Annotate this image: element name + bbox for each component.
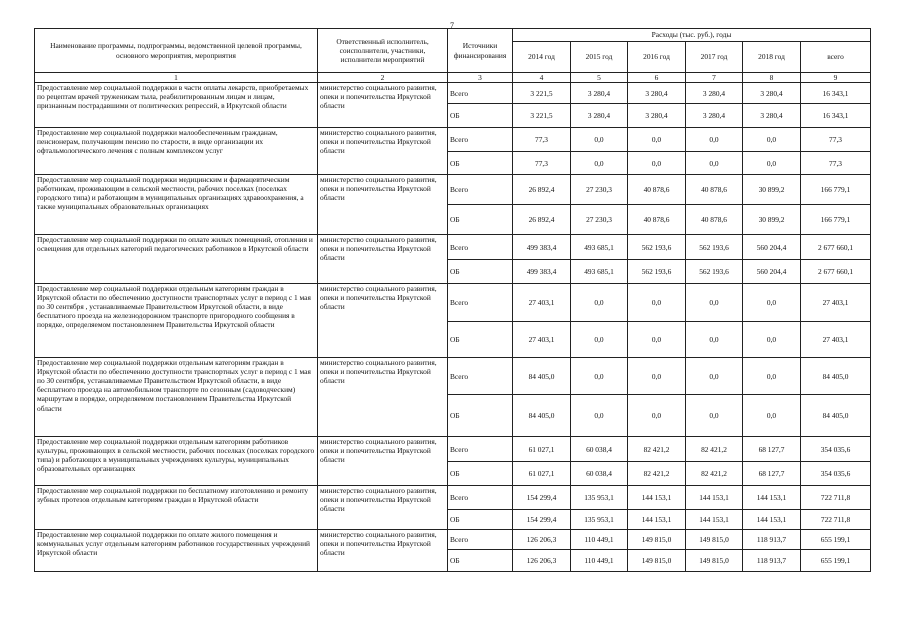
table-row: [35, 128, 871, 152]
header-year-cell: 2018 год: [743, 42, 801, 73]
value-cell: 0,0: [571, 358, 628, 395]
header-name-cell: Наименование программы, подпрограммы, ведомственной целевой программы, основного мероприятия, мероприятия: [35, 29, 318, 73]
total-cell: 166 779,1: [801, 205, 871, 235]
column-number: 6: [628, 73, 686, 83]
value-cell: 40 878,6: [686, 205, 743, 235]
funding-source-cell: Всего: [448, 530, 513, 550]
value-cell: 60 038,4: [571, 462, 628, 486]
value-cell: 77,3: [513, 128, 571, 152]
value-cell: 82 421,2: [628, 462, 686, 486]
measure-name-cell: Предоставление мер социальной поддержки малообеспеченным гражданам, пенсионерам, получающим пенсию по старости, в виде организации их офтальмологического лечения с полным комплексом услуг: [35, 128, 318, 175]
value-cell: 0,0: [571, 152, 628, 175]
value-cell: 0,0: [743, 128, 801, 152]
value-cell: 149 815,0: [686, 550, 743, 572]
responsible-cell: министерство социального развития, опеки и попечительства Иркутской области: [318, 175, 448, 235]
value-cell: 144 153,1: [628, 510, 686, 530]
value-cell: 0,0: [571, 322, 628, 358]
header-year-cell: 2017 год: [686, 42, 743, 73]
column-number: 1: [35, 73, 318, 83]
total-cell: 77,3: [801, 128, 871, 152]
responsible-cell: министерство социального развития, опеки и попечительства Иркутской области: [318, 358, 448, 437]
total-cell: 16 343,1: [801, 104, 871, 128]
value-cell: 40 878,6: [686, 175, 743, 205]
value-cell: 0,0: [628, 322, 686, 358]
value-cell: 82 421,2: [686, 462, 743, 486]
funding-source-cell: Всего: [448, 235, 513, 260]
value-cell: 68 127,7: [743, 462, 801, 486]
measure-name-cell: Предоставление мер социальной поддержки по оплате жилого помещения и коммунальных услуг отдельным категориям работников государственных учреждений Иркутской области: [35, 530, 318, 572]
measure-name-cell: Предоставление мер социальной поддержки отдельным категориям граждан в Иркутской области по обеспечению доступности транспортных услуг в период с 1 мая по 30 сентября, устанавливаемые Правительством Иркутской области, в виде бесплатного проезда на автомобильном транспорте по сезонным (садоводческим) маршрутам в порядке, определяемом постановлением Правительства Иркутской области: [35, 358, 318, 437]
value-cell: 3 280,4: [628, 83, 686, 104]
value-cell: 0,0: [743, 395, 801, 437]
value-cell: 3 280,4: [743, 83, 801, 104]
value-cell: 0,0: [571, 395, 628, 437]
column-number: 3: [448, 73, 513, 83]
value-cell: 0,0: [686, 358, 743, 395]
total-cell: 722 711,8: [801, 486, 871, 510]
value-cell: 562 193,6: [628, 260, 686, 284]
value-cell: 0,0: [628, 152, 686, 175]
responsible-cell: министерство социального развития, опеки и попечительства Иркутской области: [318, 284, 448, 358]
value-cell: 0,0: [628, 284, 686, 322]
value-cell: 3 221,5: [513, 104, 571, 128]
responsible-cell: министерство социального развития, опеки и попечительства Иркутской области: [318, 486, 448, 530]
value-cell: 562 193,6: [686, 260, 743, 284]
value-cell: 562 193,6: [686, 235, 743, 260]
header-total-cell: всего: [801, 42, 871, 73]
funding-source-cell: ОБ: [448, 395, 513, 437]
value-cell: 0,0: [628, 395, 686, 437]
column-number: 7: [686, 73, 743, 83]
value-cell: 0,0: [628, 358, 686, 395]
value-cell: 30 899,2: [743, 175, 801, 205]
value-cell: 60 038,4: [571, 437, 628, 462]
total-cell: 84 405,0: [801, 395, 871, 437]
funding-source-cell: ОБ: [448, 152, 513, 175]
funding-source-cell: Всего: [448, 358, 513, 395]
responsible-cell: министерство социального развития, опеки и попечительства Иркутской области: [318, 235, 448, 284]
header-sources-cell: Источники финансирования: [448, 29, 513, 73]
value-cell: 144 153,1: [686, 486, 743, 510]
value-cell: 0,0: [686, 152, 743, 175]
table-row: [35, 284, 871, 322]
total-cell: 655 199,1: [801, 530, 871, 550]
value-cell: 27 403,1: [513, 322, 571, 358]
value-cell: 560 204,4: [743, 235, 801, 260]
value-cell: 144 153,1: [743, 510, 801, 530]
value-cell: 149 815,0: [686, 530, 743, 550]
funding-source-cell: ОБ: [448, 104, 513, 128]
value-cell: 0,0: [743, 152, 801, 175]
table-row: [35, 83, 871, 104]
value-cell: 61 027,1: [513, 437, 571, 462]
total-cell: 722 711,8: [801, 510, 871, 530]
funding-source-cell: ОБ: [448, 205, 513, 235]
funding-source-cell: Всего: [448, 437, 513, 462]
column-number: 2: [318, 73, 448, 83]
value-cell: 0,0: [686, 322, 743, 358]
column-number: 5: [571, 73, 628, 83]
value-cell: 135 953,1: [571, 510, 628, 530]
value-cell: 154 299,4: [513, 510, 571, 530]
value-cell: 0,0: [686, 395, 743, 437]
funding-source-cell: ОБ: [448, 550, 513, 572]
total-cell: 655 199,1: [801, 550, 871, 572]
value-cell: 40 878,6: [628, 175, 686, 205]
value-cell: 3 221,5: [513, 83, 571, 104]
value-cell: 0,0: [686, 128, 743, 152]
value-cell: 30 899,2: [743, 205, 801, 235]
value-cell: 499 383,4: [513, 235, 571, 260]
header-responsible-cell: Ответственный исполнитель, соисполнители, участники, исполнители мероприятий: [318, 29, 448, 73]
total-cell: 2 677 660,1: [801, 260, 871, 284]
funding-source-cell: ОБ: [448, 260, 513, 284]
header-year-cell: 2016 год: [628, 42, 686, 73]
measure-name-cell: Предоставление мер социальной поддержки медицинским и фармацевтическим работникам, проживающим в сельской местности, рабочих поселках (поселках городского типа) и работающим в муниципальных организациях здравоохранения, а также муниципальных образовательных организациях: [35, 175, 318, 235]
value-cell: 26 892,4: [513, 205, 571, 235]
value-cell: 0,0: [743, 358, 801, 395]
table-body: [35, 83, 871, 572]
funding-source-cell: Всего: [448, 486, 513, 510]
total-cell: 84 405,0: [801, 358, 871, 395]
measure-name-cell: Предоставление мер социальной поддержки отдельным категориям работников культуры, проживающих в сельской местности, рабочих поселках (поселках городского типа) и работающих в муниципальных учреждениях культуры, муниципальных образовательных организациях: [35, 437, 318, 486]
value-cell: 144 153,1: [743, 486, 801, 510]
column-number: 8: [743, 73, 801, 83]
value-cell: 61 027,1: [513, 462, 571, 486]
total-cell: 354 035,6: [801, 437, 871, 462]
value-cell: 110 449,1: [571, 530, 628, 550]
table-row: [35, 235, 871, 260]
column-number: 4: [513, 73, 571, 83]
value-cell: 77,3: [513, 152, 571, 175]
measure-name-cell: Предоставление мер социальной поддержки по оплате жилых помещений, отопления и освещения для отдельных категорий педагогических работников в Иркутской области: [35, 235, 318, 284]
total-cell: 27 403,1: [801, 322, 871, 358]
value-cell: 68 127,7: [743, 437, 801, 462]
value-cell: 0,0: [571, 128, 628, 152]
value-cell: 3 280,4: [628, 104, 686, 128]
total-cell: 354 035,6: [801, 462, 871, 486]
table-row: [35, 175, 871, 205]
table-header: [35, 29, 871, 83]
value-cell: 27 230,3: [571, 175, 628, 205]
value-cell: 0,0: [628, 128, 686, 152]
header-year-cell: 2014 год: [513, 42, 571, 73]
value-cell: 144 153,1: [628, 486, 686, 510]
total-cell: 2 677 660,1: [801, 235, 871, 260]
value-cell: 560 204,4: [743, 260, 801, 284]
value-cell: 135 953,1: [571, 486, 628, 510]
value-cell: 27 230,3: [571, 205, 628, 235]
header-year-cell: 2015 год: [571, 42, 628, 73]
value-cell: 26 892,4: [513, 175, 571, 205]
funding-source-cell: Всего: [448, 128, 513, 152]
value-cell: 493 685,1: [571, 260, 628, 284]
value-cell: 154 299,4: [513, 486, 571, 510]
value-cell: 493 685,1: [571, 235, 628, 260]
value-cell: 84 405,0: [513, 358, 571, 395]
value-cell: 3 280,4: [571, 83, 628, 104]
measure-name-cell: Предоставление мер социальной поддержки отдельным категориям граждан в Иркутской области по обеспечению доступности транспортных услуг в период с 1 мая по 30 сентября , устанавливаемые Правительством Иркутской области, в виде бесплатного проезда на железнодорожном транспорте пригородного сообщения в порядке, определяемом постановлением Правительства Иркутской области: [35, 284, 318, 358]
value-cell: 562 193,6: [628, 235, 686, 260]
value-cell: 110 449,1: [571, 550, 628, 572]
header-expenses-cell: Расходы (тыс. руб.), годы: [513, 29, 871, 42]
responsible-cell: министерство социального развития, опеки и попечительства Иркутской области: [318, 83, 448, 128]
value-cell: 82 421,2: [686, 437, 743, 462]
value-cell: 0,0: [686, 284, 743, 322]
funding-source-cell: ОБ: [448, 510, 513, 530]
measure-name-cell: Предоставление мер социальной поддержки в части оплаты лекарств, приобретаемых по рецептам врачей труженикам тыла, реабилитированным лицам и лицам, признанным пострадавшими от политических репрессий, в Иркутской области: [35, 83, 318, 128]
page-number: 7: [450, 21, 454, 30]
value-cell: 82 421,2: [628, 437, 686, 462]
funding-source-cell: Всего: [448, 83, 513, 104]
budget-table: [34, 28, 871, 572]
total-cell: 166 779,1: [801, 175, 871, 205]
value-cell: 3 280,4: [686, 104, 743, 128]
value-cell: 3 280,4: [743, 104, 801, 128]
table-row: [35, 486, 871, 510]
value-cell: 149 815,0: [628, 530, 686, 550]
table-row: [35, 437, 871, 462]
value-cell: 0,0: [743, 322, 801, 358]
responsible-cell: министерство социального развития, опеки и попечительства Иркутской области: [318, 437, 448, 486]
value-cell: 499 383,4: [513, 260, 571, 284]
value-cell: 3 280,4: [686, 83, 743, 104]
total-cell: 77,3: [801, 152, 871, 175]
value-cell: 40 878,6: [628, 205, 686, 235]
funding-source-cell: ОБ: [448, 322, 513, 358]
column-number: 9: [801, 73, 871, 83]
value-cell: 126 206,3: [513, 530, 571, 550]
value-cell: 0,0: [743, 284, 801, 322]
total-cell: 27 403,1: [801, 284, 871, 322]
responsible-cell: министерство социального развития, опеки и попечительства Иркутской области: [318, 530, 448, 572]
column-number-row: [35, 73, 871, 83]
funding-source-cell: Всего: [448, 284, 513, 322]
total-cell: 16 343,1: [801, 83, 871, 104]
value-cell: 27 403,1: [513, 284, 571, 322]
value-cell: 84 405,0: [513, 395, 571, 437]
table-row: [35, 358, 871, 395]
funding-source-cell: Всего: [448, 175, 513, 205]
responsible-cell: министерство социального развития, опеки и попечительства Иркутской области: [318, 128, 448, 175]
value-cell: 0,0: [571, 284, 628, 322]
measure-name-cell: Предоставление мер социальной поддержки по бесплатному изготовлению и ремонту зубных протезов отдельным категориям граждан в Иркутской области: [35, 486, 318, 530]
value-cell: 118 913,7: [743, 530, 801, 550]
value-cell: 3 280,4: [571, 104, 628, 128]
table-row: [35, 530, 871, 550]
value-cell: 118 913,7: [743, 550, 801, 572]
value-cell: 126 206,3: [513, 550, 571, 572]
funding-source-cell: ОБ: [448, 462, 513, 486]
value-cell: 149 815,0: [628, 550, 686, 572]
value-cell: 144 153,1: [686, 510, 743, 530]
